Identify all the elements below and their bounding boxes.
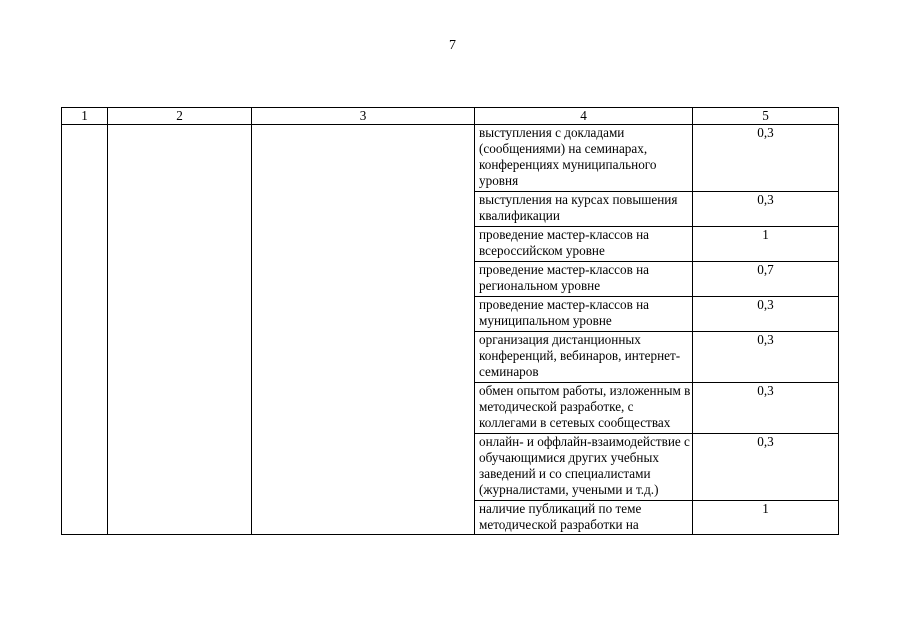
- column-2-cell: [108, 125, 252, 535]
- score-cell: 0,3: [693, 297, 839, 332]
- activity-cell: обмен опытом работы, изложенным в методической разработке, с коллегами в сетевых сообществах: [475, 383, 693, 434]
- activity-cell: онлайн- и оффлайн-взаимодействие с обучающимися других учебных заведений и со специалистами (журналистами, учеными и т.д.): [475, 434, 693, 501]
- column-3-cell: [252, 125, 475, 535]
- score-cell: 0,3: [693, 434, 839, 501]
- score-cell: 0,3: [693, 192, 839, 227]
- column-header-4: 4: [475, 108, 693, 125]
- activity-cell: выступления на курсах повышения квалификации: [475, 192, 693, 227]
- score-cell: 1: [693, 227, 839, 262]
- score-cell: 0,3: [693, 332, 839, 383]
- score-cell: 1: [693, 501, 839, 535]
- page-number: 7: [449, 38, 456, 53]
- score-cell: 0,7: [693, 262, 839, 297]
- column-header-1: 1: [62, 108, 108, 125]
- criteria-table: [61, 107, 839, 535]
- score-cell: 0,3: [693, 383, 839, 434]
- activity-cell: проведение мастер-классов на всероссийском уровне: [475, 227, 693, 262]
- activity-cell: проведение мастер-классов на региональном уровне: [475, 262, 693, 297]
- activity-cell: проведение мастер-классов на муниципальном уровне: [475, 297, 693, 332]
- activity-cell: наличие публикаций по теме методической разработки на: [475, 501, 693, 535]
- activity-cell: организация дистанционных конференций, вебинаров, интернет-семинаров: [475, 332, 693, 383]
- activity-cell: выступления с докладами (сообщениями) на семинарах, конференциях муниципального уровня: [475, 125, 693, 192]
- column-header-5: 5: [693, 108, 839, 125]
- score-cell: 0,3: [693, 125, 839, 192]
- column-1-cell: [62, 125, 108, 535]
- table-row: [62, 125, 839, 192]
- column-header-3: 3: [252, 108, 475, 125]
- column-header-2: 2: [108, 108, 252, 125]
- header-row: [62, 108, 839, 125]
